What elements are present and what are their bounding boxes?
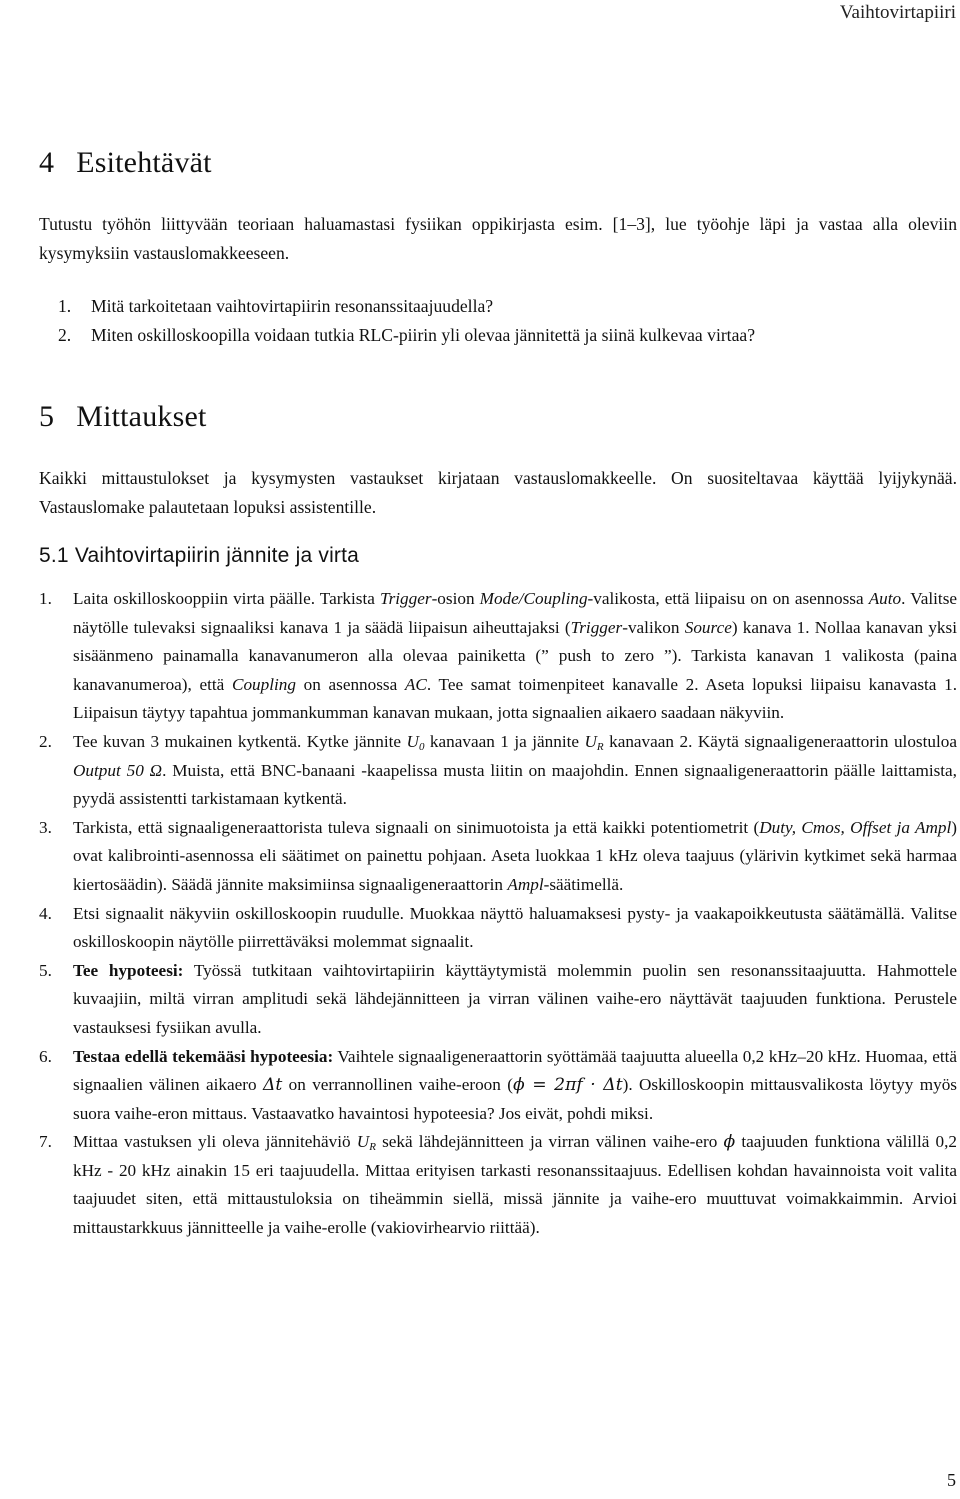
- subsection-5-1: [39, 544, 957, 568]
- step-text: -valikosta, että liipaisu on on asennossa: [587, 589, 869, 608]
- section-5-intro: Kaikki mittaustulokset ja kysymysten vastaukset kirjataan vastauslomakkeelle. On suositeltavaa käyttää lyijykynää. Vastauslomake palautetaan lopuksi assistentille.: [39, 468, 957, 517]
- term-mode-coupling: Mode/Coupling: [479, 589, 588, 608]
- symbol-subscript: R: [369, 1141, 376, 1154]
- section-title: Mittaukset: [76, 400, 207, 433]
- step-text: Mittaa vastuksen yli oleva jännitehäviö: [73, 1132, 357, 1152]
- symbol-u: U: [406, 731, 419, 751]
- question-text: Mitä tarkoitetaan vaihtovirtapiirin resonanssitaajuudella?: [91, 296, 494, 316]
- step-text: ) ovat kalibrointi-asennossa eli säätimet on painettu pohjaan. Aseta luokkaa 1 kHz oleva taajuus (ylärivin kytkimet sekä harmaa kiertosäädin). Säädä jännite maksimiinsa signaaligeneraattorin: [73, 817, 957, 894]
- section-number: 4: [39, 146, 55, 179]
- list-item: [39, 957, 957, 1043]
- step-text: Tee kuvan 3 mukainen kytkentä. Kytke jännite: [73, 731, 407, 751]
- step-bold-label: Testaa edellä tekemääsi hypoteesia:: [73, 1046, 334, 1066]
- section-5-heading: [39, 400, 957, 434]
- term-auto: Auto: [868, 589, 902, 608]
- symbol-u: U: [356, 1132, 370, 1152]
- term-ampl: Ampl: [507, 874, 544, 894]
- list-item: [39, 1043, 957, 1129]
- list-number: 1.: [58, 296, 72, 316]
- running-header: Vaihtovirtapiiri: [839, 2, 956, 23]
- list-item: [39, 1128, 957, 1242]
- step-text: Vaihtele signaaligeneraattorin syöttämää taajuutta alueella 0,2 kHz–20 kHz. Huomaa, että signaalien välinen aikaero: [73, 1046, 957, 1095]
- step-text: -säätimellä.: [543, 874, 624, 894]
- step-text: on asennossa: [295, 674, 405, 694]
- list-number: 2.: [39, 731, 52, 751]
- step-text: Laita oskilloskooppiin virta päälle. Tarkista: [73, 589, 380, 608]
- step-text: -osion: [431, 589, 480, 608]
- term-coupling: Coupling: [231, 674, 296, 694]
- list-item: [39, 900, 957, 957]
- math-formula: ϕ = 2πf · Δt: [512, 1075, 623, 1096]
- list-item: [58, 321, 957, 350]
- step-text: ) kanava 1. Nollaa kanavan yksi sisäänmeno painamalla kanavanumeron alla olevaa painiketta (” push to zero ”). Tarkista kanavan 1 valikosta (paina kanavanumeroa), että: [73, 617, 957, 694]
- math-phi: ϕ: [723, 1132, 736, 1153]
- question-list: [58, 292, 957, 350]
- step-bold-label: Tee hypoteesi:: [73, 960, 184, 980]
- step-text: . Muista, että BNC-banaani -kaapelissa musta liitin on maajohdin. Ennen signaaligeneraattorin päälle laittamista, pyydä assistentti tarkistamaan kytkentä.: [73, 760, 957, 809]
- step-text: ). Oskilloskoopin mittausvalikosta löytyy myös suora vaihe-eron mittaus. Vastaavatko havaintosi hypoteesia? Jos eivät, pohdi miksi.: [73, 1075, 957, 1123]
- section-4: [39, 146, 957, 180]
- term-source: Source: [684, 617, 732, 637]
- step-text: . Valitse näytölle tulevaksi signaaliksi kanava 1 ja säädä liipaisun aiheuttajaksi (: [73, 589, 958, 637]
- step-text: kanavaan 2. Käytä signaaligeneraattorin ulostuloa: [603, 731, 957, 751]
- subsection-heading: 5.1 Vaihtovirtapiirin jännite ja virta: [39, 544, 360, 567]
- section-5: [39, 400, 957, 434]
- step-text: sekä lähdejännitteen ja virran välinen vaihe-ero: [375, 1132, 724, 1152]
- section-4-intro: Tutustu työhön liittyvään teoriaan haluamastasi fysiikan oppikirjasta esim. [1–3], lue työohje läpi ja vastaa alla oleviin kysymyksiin vastauslomakkeeseen.: [39, 214, 957, 263]
- list-number: 1.: [39, 589, 52, 608]
- list-number: 5.: [39, 960, 52, 980]
- math-delta-t: Δt: [262, 1075, 283, 1096]
- step-text: Etsi signaalit näkyviin oskilloskoopin ruudulle. Muokkaa näyttö haluamaksesi pysty- ja vaakapoikkeutusta säätämällä. Valitse oskilloskoopin näytölle piirrettäväksi molemmat signaalit.: [73, 903, 957, 952]
- step-text: -valikon: [622, 617, 685, 637]
- list-number: 4.: [39, 903, 52, 923]
- list-item: [39, 585, 957, 728]
- term-trigger: Trigger: [379, 589, 432, 608]
- symbol-subscript: R: [596, 740, 604, 753]
- term-trigger: Trigger: [570, 617, 623, 637]
- section-4-heading: [39, 146, 957, 180]
- symbol-u: U: [584, 731, 597, 751]
- section-number: 5: [39, 400, 55, 433]
- list-number: 3.: [39, 817, 52, 837]
- list-item: [39, 814, 957, 900]
- page-number: 5: [947, 1470, 956, 1490]
- step-text: Tarkista, että signaaligeneraattorista tuleva signaali on sinimuotoista ja että kaikki potentiometrit (: [73, 817, 760, 837]
- question-text: Miten oskilloskoopilla voidaan tutkia RLC-piirin yli olevaa jännitettä ja siinä kulkevaa virtaa?: [91, 325, 756, 345]
- step-text: kanavaan 1 ja jännite: [424, 731, 585, 751]
- list-number: 2.: [58, 325, 72, 345]
- symbol-subscript: 0: [418, 740, 425, 753]
- list-item: [58, 292, 957, 321]
- section-title: Esitehtävät: [76, 146, 212, 179]
- term-output: Output 50 Ω: [73, 760, 163, 780]
- list-item: [39, 728, 957, 814]
- step-text: taajuuden funktiona välillä 0,2 kHz - 20 kHz ainakin 15 eri taajuudella. Mittaa erityisen tarkasti resonanssitaajuus. Edellisen kohdan havainnoista voit valita taajuudet siten, että mittaustuloksia on tiheämmin siellä, missä jännite ja vaihe-ero muuttuvat voimakkaimmin. Arvioi mittaustarkkuus jännitteelle ja vaihe-erolle (vakiovirhearvio riittää).: [73, 1132, 957, 1238]
- step-text: . Tee samat toimenpiteet kanavalle 2. Aseta lopuksi liipaisu kanavasta 1. Liipaisun täytyy tapahtua jommankumman kanavan mukaan, jotta signaalien aikaero saadaan näkyviin.: [73, 674, 957, 723]
- step-text: on verrannollinen vaihe-eroon (: [282, 1075, 513, 1095]
- list-number: 6.: [39, 1046, 52, 1066]
- list-number: 7.: [39, 1132, 52, 1152]
- term-potentiometers: Duty, Cmos, Offset ja Ampl: [759, 817, 952, 837]
- step-text: Työssä tutkitaan vaihtovirtapiirin käyttäytymistä molemmin puolin sen resonanssitaajuutta. Hahmottele kuvaajiin, miltä virran amplitudi sekä lähdejännitteen ja virran välinen vaihe-ero näyttävät taajuuden funktiona. Perustele vastauksesi fysiikan avulla.: [73, 960, 957, 1037]
- term-ac: AC: [404, 674, 427, 694]
- measurement-steps: [39, 585, 957, 1243]
